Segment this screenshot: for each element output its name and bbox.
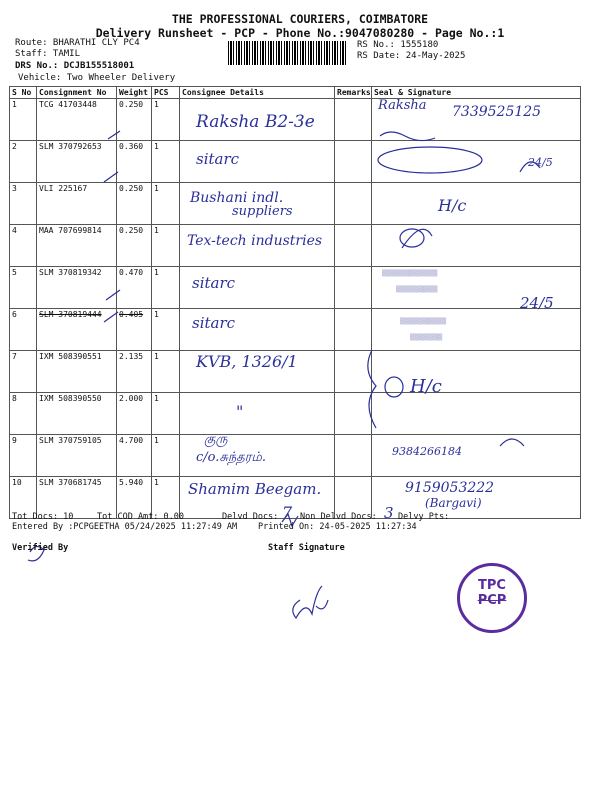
row-consignment: SLM 370819342: [37, 267, 117, 309]
faint-stamp: ▒▒▒▒▒▒▒▒▒: [396, 286, 438, 293]
row-pcs: 1: [152, 351, 180, 393]
row-weight: 0.250: [117, 183, 152, 225]
row-sno: 8: [10, 393, 37, 435]
rs-number: RS No.: 1555180: [357, 40, 439, 50]
row-consignment: IXM 508390551: [37, 351, 117, 393]
hand-sign-9: 9384266184: [392, 445, 462, 458]
row-weight: 0.405: [117, 309, 152, 351]
row-pcs: 1: [152, 393, 180, 435]
row-pcs: 1: [152, 477, 180, 519]
hand-sign-2: 24/5: [528, 156, 553, 169]
staff: Staff: TAMIL: [15, 49, 81, 59]
row-weight: 2.135: [117, 351, 152, 393]
row-pcs: 1: [152, 435, 180, 477]
row-consignment: VLI 225167: [37, 183, 117, 225]
row-weight: 0.360: [117, 141, 152, 183]
row-consignment: TCG 41703448: [37, 99, 117, 141]
row-sno: 5: [10, 267, 37, 309]
row-weight: 0.250: [117, 99, 152, 141]
hand-consignee-9b: c/o.சுந்தரம்.: [196, 450, 266, 465]
hand-sign-6: 24/5: [520, 294, 554, 312]
row-sno: 3: [10, 183, 37, 225]
hand-sign-10b: (Bargavi): [425, 496, 482, 510]
row-sno: 2: [10, 141, 37, 183]
row-consignment: IXM 508390550: [37, 393, 117, 435]
hand-consignee-6: sitarc: [192, 314, 236, 332]
header-remarks: Remarks: [335, 87, 372, 99]
delivered-docs-label: Delvd Docs:: [222, 512, 279, 522]
row-consignment: SLM 370681745: [37, 477, 117, 519]
faint-stamp: ▒▒▒▒▒▒▒▒▒▒▒▒: [382, 270, 438, 277]
row-consignment: SLM 370819444: [37, 309, 117, 351]
row-sno: 6: [10, 309, 37, 351]
total-docs: Tot Docs: 10: [12, 512, 74, 522]
rs-date: RS Date: 24-May-2025: [357, 51, 466, 61]
header-consignment: Consignment No: [37, 87, 117, 99]
hand-consignee-5: sitarc: [192, 274, 236, 292]
row-pcs: 1: [152, 309, 180, 351]
total-cod: Tot COD Amt: 0.00: [97, 512, 184, 522]
route: Route: BHARATHI CLY PC4: [15, 38, 140, 48]
vehicle: Vehicle: Two Wheeler Delivery: [18, 73, 176, 83]
hand-consignee-9a: குரு: [204, 432, 228, 447]
non-delivered-label: Non Delvd Docs:: [300, 512, 377, 522]
hand-consignee-8: ": [236, 402, 244, 421]
hand-consignee-3a: Bushani indl.: [190, 190, 284, 206]
verified-by: Verified By: [12, 543, 69, 553]
printed-on: Printed On: 24-05-2025 11:27:34: [258, 522, 417, 532]
header-consignee: Consignee Details: [180, 87, 335, 99]
hand-sign-1a: Raksha: [378, 98, 427, 113]
company-stamp: [457, 563, 527, 633]
row-pcs: 1: [152, 225, 180, 267]
header-weight: Weight: [117, 87, 152, 99]
row-consignment: SLM 370759105: [37, 435, 117, 477]
staff-signature: Staff Signature: [268, 543, 345, 553]
hand-sign-10: 9159053222: [405, 480, 495, 496]
entered-by: Entered By :PCPGEETHA 05/24/2025 11:27:49 AM: [12, 522, 238, 532]
row-weight: 0.470: [117, 267, 152, 309]
row-sno: 7: [10, 351, 37, 393]
hand-consignee-3b: suppliers: [232, 204, 293, 219]
row-pcs: 1: [152, 183, 180, 225]
delivery-points: Delvy Pts:: [398, 512, 450, 522]
row-pcs: 1: [152, 267, 180, 309]
hand-sign-3: H/c: [438, 196, 467, 215]
header-sno: S No: [10, 87, 37, 99]
hand-consignee-4: Tex-tech industries: [187, 233, 323, 249]
stamp-bottom-text: PCP: [477, 593, 507, 608]
row-consignment: MAA 707699814: [37, 225, 117, 267]
runsheet-subtitle: Delivery Runsheet - PCP - Phone No.:9047080280 - Page No.:1: [95, 26, 505, 40]
row-weight: 4.700: [117, 435, 152, 477]
company-title: THE PROFESSIONAL COURIERS, COIMBATORE: [171, 12, 429, 26]
hand-consignee-2: sitarc: [196, 150, 240, 168]
row-consignment: SLM 370792653: [37, 141, 117, 183]
delivered-docs-value: 7: [282, 503, 293, 522]
row-weight: 0.250: [117, 225, 152, 267]
faint-stamp: ▒▒▒▒▒▒▒: [410, 334, 443, 341]
row-sno: 10: [10, 477, 37, 519]
row-weight: 2.000: [117, 393, 152, 435]
hand-consignee-7: KVB, 1326/1: [196, 352, 298, 371]
faint-stamp: ▒▒▒▒▒▒▒▒▒▒: [400, 318, 447, 325]
row-sno: 1: [10, 99, 37, 141]
non-delivered-value: 3: [384, 504, 394, 522]
row-sno: 9: [10, 435, 37, 477]
hand-sign-1b: 7339525125: [452, 104, 542, 120]
header-pcs: PCS: [152, 87, 180, 99]
drs-number: DRS No.: DCJB155518001: [15, 61, 135, 71]
row-pcs: 1: [152, 99, 180, 141]
stamp-top-text: TPC: [478, 578, 506, 593]
hand-consignee-10: Shamim Beegam.: [188, 480, 322, 498]
hand-sign-7: H/c: [410, 376, 442, 397]
hand-consignee-1: Raksha B2-3e: [196, 112, 315, 132]
row-pcs: 1: [152, 141, 180, 183]
row-weight: 5.940: [117, 477, 152, 519]
row-sno: 4: [10, 225, 37, 267]
header-seal: Seal & Signature: [372, 87, 581, 99]
